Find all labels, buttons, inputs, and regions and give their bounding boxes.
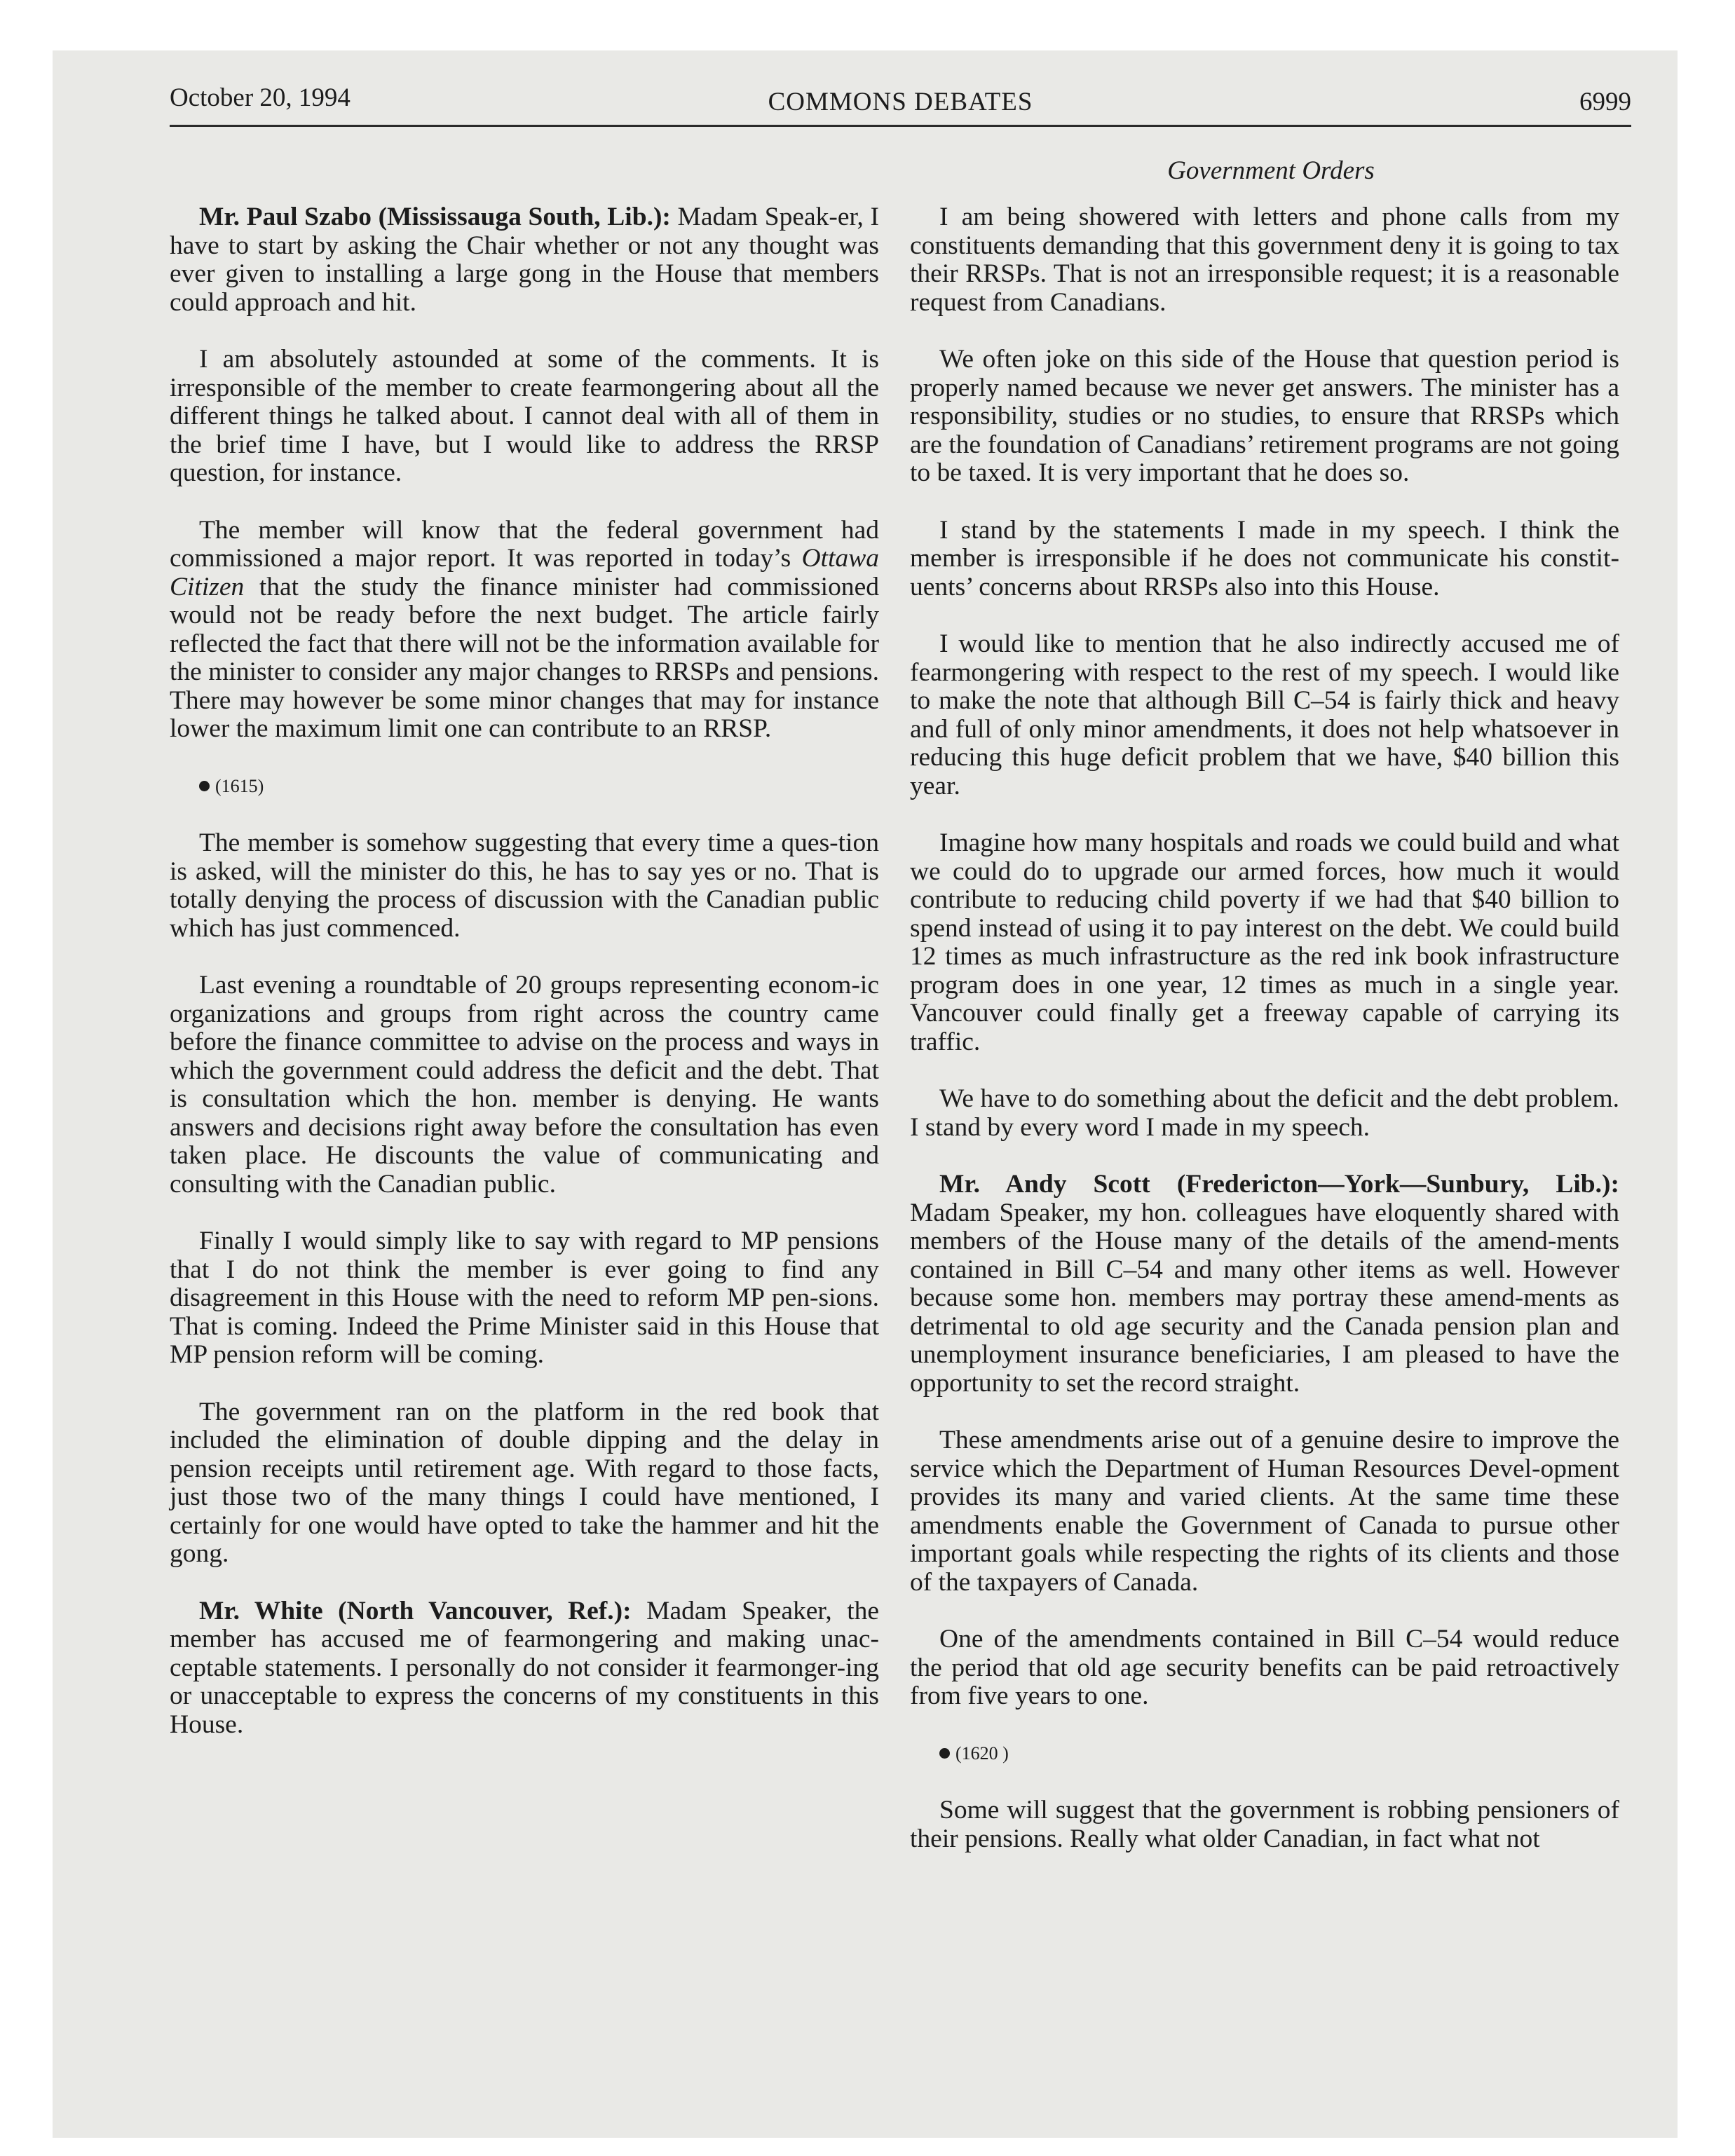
paragraph-text: The member will know that the federal government had commissioned a major report. It was reported in today’s [170,515,879,573]
header-date: October 20, 1994 [170,83,351,112]
paragraph [170,1597,879,1740]
paragraph: I am absolutely astounded at some of the comments. It is irresponsible of the member to create fearmongering about all the different things he talked about. I cannot deal with all of them in the brief time I have, but I would like to address the RRSP question, for instance. [170,345,879,487]
paragraph: The member is somehow suggesting that every time a ques-tion is asked, will the minister do this, he has to say yes or no. That is totally denying the process of discussion with the Canadian public which has just commenced. [170,828,879,943]
paragraph [170,517,879,744]
header-page-number: 6999 [1579,88,1631,116]
speaker-name: Mr. Paul Szabo (Mississauga South, Lib.): [199,203,671,231]
paragraph: I stand by the statements I made in my speech. I think the member is irresponsible if he does not communicate his constit-uents’ concerns about RRSPs also into this House. [910,515,1619,601]
time-marker-text: (1615) [215,775,264,796]
speaker-name: Mr. Andy Scott (Fredericton—York—Sunbury, Lib.): [939,1170,1619,1199]
right-column [910,203,1619,1882]
bullet-icon [199,781,210,791]
paragraph: We often joke on this side of the House that question period is properly named because we never get answers. The minister has a responsibility, studies or no studies, to ensure that RRSPs which are the foundation of Canadians’ retirement programs are not going to be taxed. It is very important that he does so. [910,345,1619,487]
header-rule [170,125,1631,127]
header-publication: COMMONS DEBATES [768,88,1033,116]
speaker-name: Mr. White (North Vancouver, Ref.): [199,1596,632,1625]
paragraph: Finally I would simply like to say with regard to MP pensions that I do not think the member is ever going to find any disagreement in this House with the need to reform MP pen-sions. That is coming. Indeed the Prime Minister said in this House that MP pension reform will be coming. [170,1227,879,1369]
section-title: Government Orders [1167,156,1375,185]
paragraph-text: that the study the finance minister had commissioned would not be ready before the next budget. The article fairly reflected the fact that there will not be the information available for the minister to consider any major changes to RRSPs and pensions. There may however be some minor changes that may for instance lower the maximum limit one can contribute to an RRSP. [170,572,879,743]
paragraph-text: Madam Speaker, my hon. colleagues have eloquently shared with members of the House many of the details of the amend-ments contained in Bill C–54 and many other items as well. However because some hon. members may portray these amend-ments as detrimental to old age security and the Canada pension plan and unemployment insurance beneficiaries, I am pleased to have the opportunity to set the record straight. [910,1198,1619,1398]
time-marker [910,1740,1619,1768]
paragraph: The government ran on the platform in the red book that included the elimination of double dipping and the delay in pension receipts until retirement age. With regard to those facts, just those two of the many things I could have mentioned, I certainly for one would have opted to take the hammer and hit the gong. [170,1397,879,1568]
paragraph-text: Madam Speaker, the member has accused me of fearmongering and making unac-ceptable statements. I personally do not consider it fearmonger-ing or unacceptable to express the concerns of my constituents in this House. [170,1596,880,1739]
paragraph: We have to do something about the deficit and the debt problem. I stand by every word I made in my speech. [910,1084,1619,1142]
paragraph: Last evening a roundtable of 20 groups representing econom-ic organizations and groups from right across the country came before the finance committee to advise on the process and ways in which the government could address the deficit and the debt. That is consultation which the hon. member is denying. He wants answers and decisions right away before the consultation has even taken place. He discounts the value of communicating and consulting with the Canadian public. [170,971,879,1199]
time-marker-text: (1620 ) [955,1742,1009,1763]
paragraph: I am being showered with letters and phone calls from my constituents demanding that this government deny it is going to tax their RRSPs. That is not an irresponsible request; it is a reasonable request from Canadians. [910,203,1619,317]
paragraph: I would like to mention that he also indirectly accused me of fearmongering with respect to the rest of my speech. I would like to make the note that although Bill C–54 is fairly thick and heavy and full of only minor amendments, it does not help whatsoever in reducing this huge deficit problem that we have, $40 billion this year. [910,629,1619,800]
publication-name: Ottawa Citizen [170,544,879,601]
time-marker [170,772,879,801]
paragraph: These amendments arise out of a genuine desire to improve the service which the Department of Human Resources Devel-opment provides its many and varied clients. At the same time these amendments enable the Government of Canada to pursue other important goals while respecting the rights of its clients and those of the taxpayers of Canada. [910,1426,1619,1597]
paragraph-text: Madam Speak-er, I have to start by asking the Chair whether or not any thought was ever given to installing a large gong in the House that members could approach and hit. [170,203,879,317]
paragraph: Imagine how many hospitals and roads we could build and what we could do to upgrade our armed forces, how much it would contribute to reducing child poverty if we had that $40 billion to spend instead of using it to pay interest on the debt. We could build 12 times as much infrastructure as the red ink book infrastructure program does in one year, 12 times as much in a single year. Vancouver could finally get a freeway capable of carrying its traffic. [910,828,1619,1056]
left-column [170,203,879,1768]
paragraph: One of the amendments contained in Bill C–54 would reduce the period that old age security benefits can be paid retroactively from five years to one. [910,1625,1619,1710]
paragraph [910,1171,1619,1398]
paragraph: Some will suggest that the government is robbing pensioners of their pensions. Really what older Canadian, in fact what not [910,1796,1619,1853]
page-header [170,77,1631,126]
paragraph [170,203,879,317]
bullet-icon [939,1748,950,1759]
